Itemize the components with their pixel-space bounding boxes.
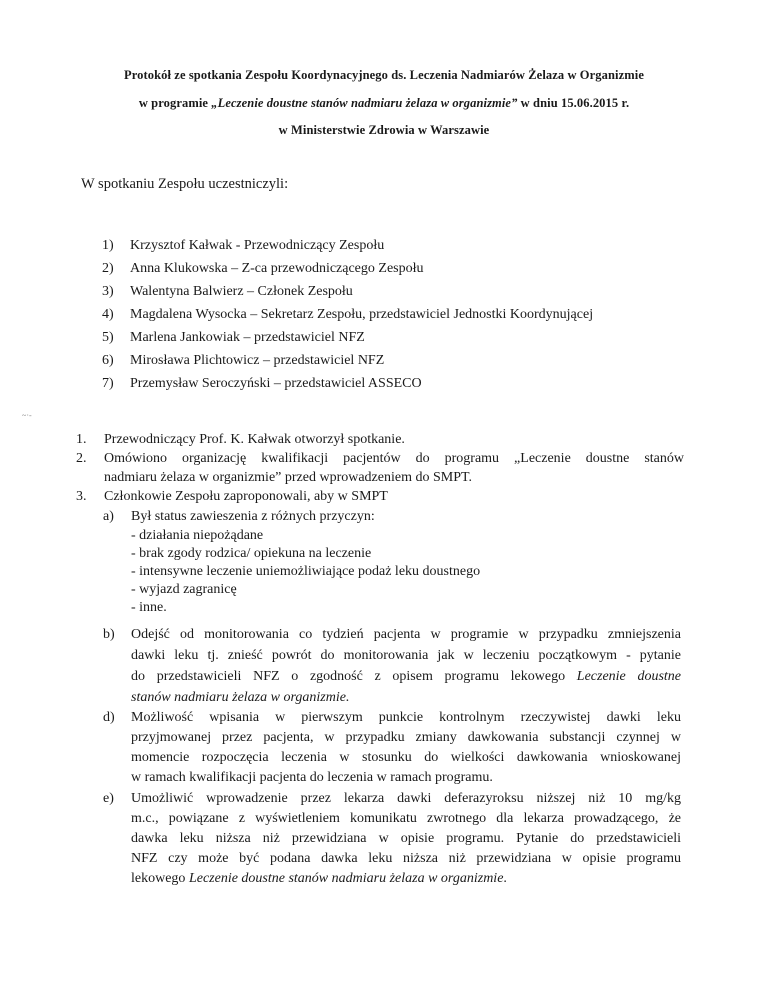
item-text-line: Omówiono organizację kwalifikacji pacjentów do programu „Leczenie doustne stanów [104, 451, 684, 466]
participant-item [102, 282, 353, 301]
program-name: „Leczenie doustne stanów nadmiaru żelaza w organizmie” [211, 96, 518, 110]
participant-number: 2) [102, 261, 114, 276]
proposal-letter: d) [103, 710, 115, 725]
item-number: 2. [76, 451, 87, 466]
participant-number: 4) [102, 307, 114, 322]
proposal-text-line: w ramach kwalifikacji pacjenta do leczenia w ramach programu. [131, 770, 493, 785]
proposal-letter: a) [103, 509, 114, 524]
participant-text: Krzysztof Kałwak - Przewodniczący Zespołu [130, 238, 385, 253]
participant-number: 6) [102, 353, 114, 368]
proposal-text-line: dawki leku tj. znieść powrót do monitorowania jak w leczeniu początkowym - pytanie [131, 648, 681, 663]
protocol-program-line [0, 96, 768, 111]
proposal-letter: b) [103, 627, 115, 642]
reason-item: - inne. [131, 600, 167, 615]
proposal-b [103, 624, 682, 708]
proposal-a [103, 507, 681, 616]
proposal-d [103, 708, 681, 788]
proposal-text: Był status zawieszenia z różnych przyczyn: [131, 509, 375, 524]
proposal-letter: e) [103, 791, 114, 806]
agenda-item-2 [76, 449, 684, 487]
text-fragment: . [503, 871, 507, 886]
scan-smudge: ~·- [22, 411, 32, 420]
participant-item [102, 374, 422, 393]
participant-number: 7) [102, 376, 114, 391]
proposal-text-line: dawka leku niższa niż przewidziana w opisie programu. Pytanie do przedstawicieli [131, 831, 681, 846]
participant-number: 1) [102, 238, 114, 253]
reason-item: - brak zgody rodzica/ opiekuna na leczenie [131, 546, 372, 561]
participants-intro: W spotkaniu Zespołu uczestniczyli: [81, 176, 289, 192]
item-text-line: nadmiaru żelaza w organizmie” przed wprowadzeniem do SMPT. [104, 470, 473, 485]
participant-text: Magdalena Wysocka – Sekretarz Zespołu, przedstawiciel Jednostki Koordynującej [130, 307, 594, 322]
participant-text: Anna Klukowska – Z-ca przewodniczącego Zespołu [130, 261, 424, 276]
participant-item [102, 236, 384, 255]
question-text: do przedstawicieli NFZ o zgodność z opisem programu lekowego [131, 669, 577, 684]
proposal-text-line: przyjmowanej przez pacjenta, w przypadku zmiany dawkowania substancji czynnej w [131, 730, 681, 745]
proposal-text-line [131, 666, 681, 687]
proposal-e [103, 789, 681, 889]
agenda-item-1 [76, 430, 684, 449]
participant-item [102, 305, 593, 324]
proposal-text-line: momencie rozpoczęcia leczenia w stosunku do wielkości dawkowania wnioskowanej [131, 750, 681, 765]
proposal-text-line [131, 687, 681, 708]
reason-item: - działania niepożądane [131, 528, 264, 543]
program-name-italic: Leczenie doustne [576, 669, 682, 684]
participant-number: 3) [102, 284, 114, 299]
item-text: Przewodniczący Prof. K. Kałwak otworzył spotkanie. [104, 432, 405, 447]
proposal-text-line [131, 869, 681, 889]
text-fragment: lekowego [131, 871, 189, 886]
participant-item [102, 351, 384, 370]
participant-item [102, 328, 365, 347]
item-number: 3. [76, 489, 87, 504]
program-prefix: w programie [138, 96, 212, 110]
proposal-text-line: NFZ czy może być podana dawka leku niższa niż przewidziana w opisie programu [131, 851, 681, 866]
participant-text: Marlena Jankowiak – przedstawiciel NFZ [130, 330, 365, 345]
participant-text: Mirosława Plichtowicz – przedstawiciel NFZ [130, 353, 385, 368]
reason-item: - intensywne leczenie uniemożliwiające podaż leku doustnego [131, 564, 481, 579]
agenda-item-3 [76, 487, 684, 506]
protocol-title: Protokół ze spotkania Zespołu Koordynacyjnego ds. Leczenia Nadmiarów Żelaza w Organizmie [123, 68, 644, 82]
item-number: 1. [76, 432, 87, 447]
participant-text: Walentyna Balwierz – Członek Zespołu [130, 284, 353, 299]
meeting-date: w dniu 15.06.2015 r. [517, 96, 630, 110]
participant-text: Przemysław Seroczyński – przedstawiciel ASSECO [130, 376, 422, 391]
proposal-text-line: Umożliwić wprowadzenie przez lekarza dawki deferazyroksu niższej niż 10 mg/kg [131, 791, 681, 806]
participant-number: 5) [102, 330, 114, 345]
proposal-text-line: m.c., powiązane z wyświetleniem komunikatu zwrotnego dla lekarza prowadzącego, że [131, 811, 681, 826]
participant-item [102, 259, 424, 278]
item-text: Członkowie Zespołu zaproponowali, aby w SMPT [104, 489, 388, 504]
meeting-location: w Ministerstwie Zdrowia w Warszawie [278, 123, 490, 137]
reason-item: - wyjazd zagranicę [131, 582, 237, 597]
proposal-text-line: Odejść od monitorowania co tydzień pacjenta w programie w przypadku zmniejszenia [131, 627, 681, 642]
proposal-text-line: Możliwość wpisania w pierwszym punkcie kontrolnym rzeczywistej dawki leku [131, 710, 681, 725]
program-name-italic: stanów nadmiaru żelaza w organizmie. [131, 690, 350, 705]
program-name-italic: Leczenie doustne stanów nadmiaru żelaza w organizmie [188, 871, 504, 886]
